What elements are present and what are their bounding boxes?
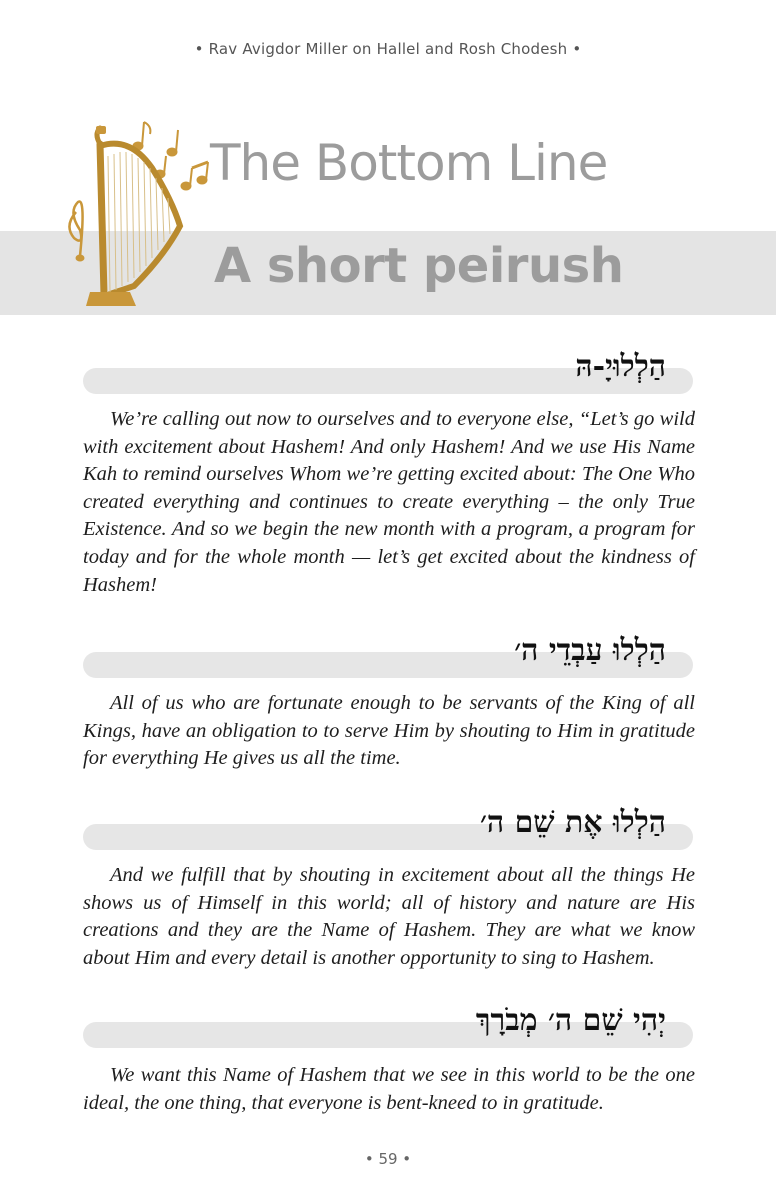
page-number: • 59 • xyxy=(364,1150,412,1168)
paragraph: We want this Name of Hashem that we see in this world to be the one ideal, the one thing, that everyone is bent-kneed to in gratitude. xyxy=(83,1064,695,1114)
running-head: • Rav Avigdor Miller on Hallel and Rosh Chodesh • xyxy=(194,40,582,58)
paragraph: All of us who are fortunate enough to be servants of the King of all Kings, have an obligation to to serve Him by shouting to Him in gratitude for everything He gives us all the time. xyxy=(83,692,695,770)
harp-icon xyxy=(60,116,220,312)
hebrew-heading: הַלְלוּ אֶת שֵׁם ה׳ xyxy=(479,805,666,840)
hebrew-heading: יְהִי שֵׁם ה׳ מְבֹרָךְ xyxy=(475,1003,666,1038)
page-title: The Bottom Line xyxy=(210,134,608,192)
paragraph: And we fulfill that by shouting in excitement about all the things He shows us of Himself in this world; all of history and nature are His creations and they are the Name of Hashem. They are what we know about Him and every detail is another opportunity to sing to Hashem. xyxy=(83,864,695,969)
hebrew-heading: הַלְלוּ עַבְדֵי ה׳ xyxy=(514,633,666,668)
hebrew-heading: הַלְלוּיָ-הּ xyxy=(575,349,666,384)
paragraph: We’re calling out now to ourselves and to everyone else, “Let’s go wild with excitement about Hashem! And only Hashem! And we use His Name Kah to remind ourselves Whom we’re getting excited about: The One Who created everything and continues to create everything – the only True Existence. And so we begin the new month with a program, a program for today and for the whole month — let’s get excited about the kindness of Hashem! xyxy=(83,408,695,596)
page-subtitle: A short peirush xyxy=(214,238,624,294)
